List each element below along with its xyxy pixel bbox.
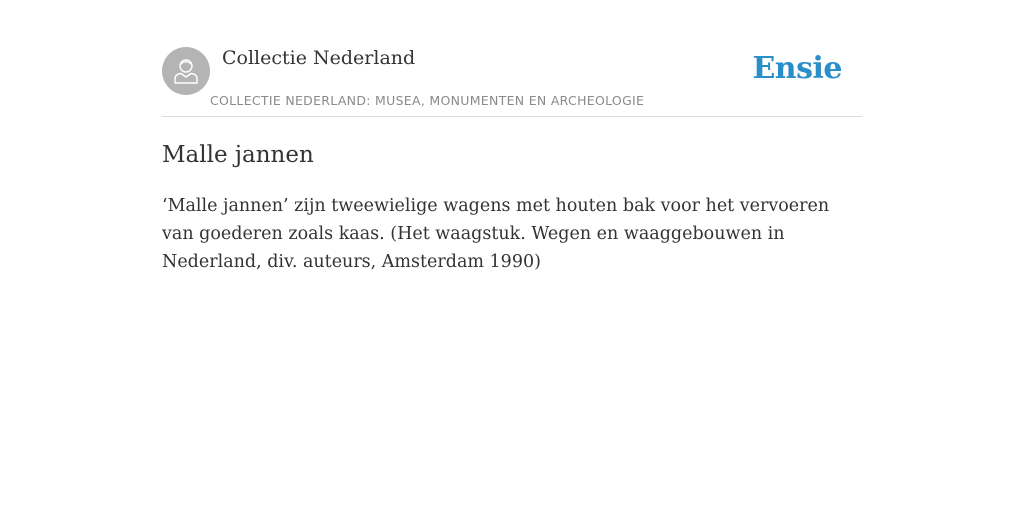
- entry-definition: ‘Malle jannen’ zijn tweewielige wagens met houten bak voor het vervoeren van goederen zoals kaas. (Het waagstuk. Wegen en waaggebouwen in Nederland, div. auteurs, Amsterdam 1990): [162, 196, 830, 272]
- entry-card: [162, 0, 862, 272]
- entry-header: [162, 0, 862, 117]
- category-link[interactable]: COLLECTIE NEDERLAND: MUSEA, MONUMENTEN EN ARCHEOLOGIE: [210, 93, 645, 108]
- entry-title: Malle jannen: [162, 142, 314, 168]
- user-avatar-icon: [171, 56, 201, 86]
- author-avatar[interactable]: [162, 47, 210, 95]
- author-name[interactable]: Collectie Nederland: [222, 47, 416, 69]
- ensie-logo[interactable]: Ensie: [752, 51, 842, 86]
